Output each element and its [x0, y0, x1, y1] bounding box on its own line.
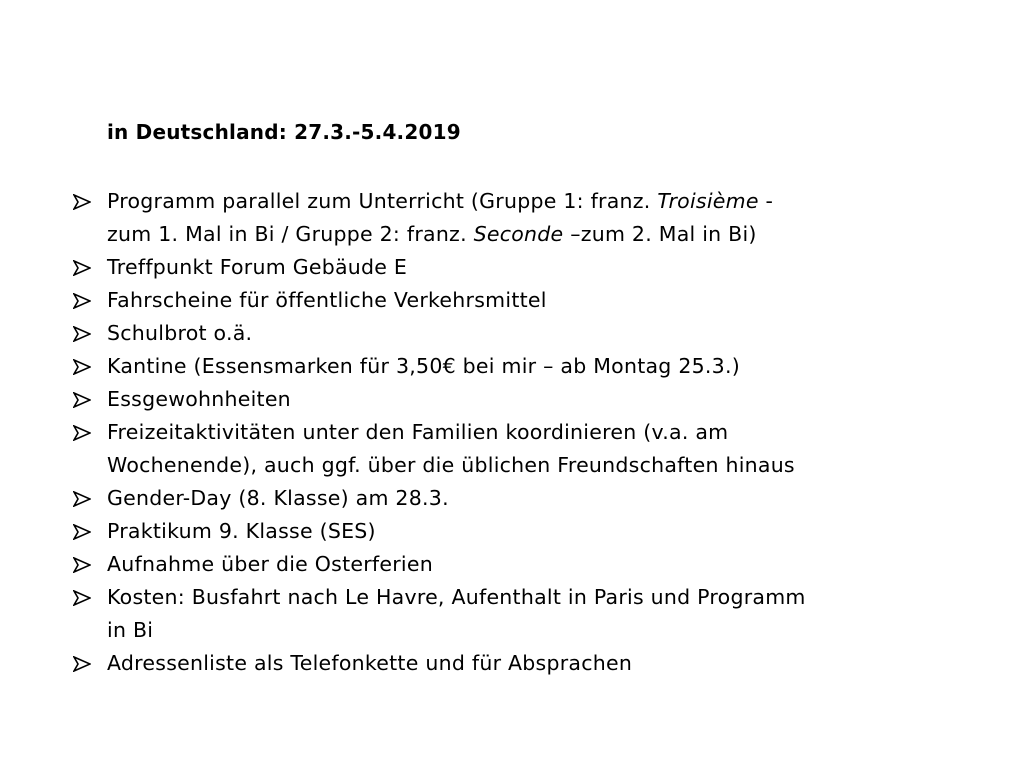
list-item-text: Kantine (Essensmarken für 3,50€ bei mir – ab Montag 25.3.)	[107, 354, 740, 378]
list-item	[72, 350, 972, 383]
arrowhead-bullet-icon	[72, 482, 94, 515]
list-item-line	[107, 185, 972, 218]
list-item-text: Kosten: Busfahrt nach Le Havre, Aufenthalt in Paris und Programm	[107, 585, 806, 609]
list-item	[72, 515, 972, 548]
list-item	[72, 416, 972, 482]
bullet-list	[72, 185, 972, 680]
list-item-text: Praktikum 9. Klasse (SES)	[107, 519, 376, 543]
list-item-emphasis: Seconde	[473, 222, 564, 246]
list-item-emphasis: Troisième	[657, 189, 759, 213]
list-item-text: –zum 2. Mal in Bi)	[563, 222, 757, 246]
list-item-text: Schulbrot o.ä.	[107, 321, 253, 345]
list-item	[72, 317, 972, 350]
arrowhead-bullet-icon	[72, 251, 94, 284]
list-item-text: zum 1. Mal in Bi / Gruppe 2: franz.	[107, 222, 474, 246]
list-item-text: Programm parallel zum Unterricht (Gruppe 1: franz.	[107, 189, 658, 213]
arrowhead-bullet-icon	[72, 647, 94, 680]
list-item-text: in Bi	[107, 618, 154, 642]
arrowhead-bullet-icon	[72, 185, 94, 218]
list-item-text: Aufnahme über die Osterferien	[107, 552, 433, 576]
arrowhead-bullet-icon	[72, 383, 94, 416]
list-item-text: Freizeitaktivitäten unter den Familien koordinieren (v.a. am	[107, 420, 729, 444]
list-item	[72, 647, 972, 680]
arrowhead-bullet-icon	[72, 317, 94, 350]
list-item	[72, 482, 972, 515]
arrowhead-bullet-icon	[72, 284, 94, 317]
arrowhead-bullet-icon	[72, 548, 94, 581]
list-item-line	[107, 218, 972, 251]
list-item-text: -	[758, 189, 774, 213]
list-item-text: Wochenende), auch ggf. über die üblichen Freundschaften hinaus	[107, 453, 795, 477]
arrowhead-bullet-icon	[72, 581, 94, 614]
list-item	[72, 185, 972, 251]
list-item-text: Adressenliste als Telefonkette und für Absprachen	[107, 651, 633, 675]
list-item	[72, 581, 972, 647]
list-item-text: Treffpunkt Forum Gebäude E	[107, 255, 408, 279]
list-item	[72, 548, 972, 581]
list-item	[72, 251, 972, 284]
arrowhead-bullet-icon	[72, 515, 94, 548]
list-item-text: Gender-Day (8. Klasse) am 28.3.	[107, 486, 449, 510]
arrowhead-bullet-icon	[72, 416, 94, 449]
list-item	[72, 284, 972, 317]
list-item-text: Fahrscheine für öffentliche Verkehrsmittel	[107, 288, 547, 312]
arrowhead-bullet-icon	[72, 350, 94, 383]
list-item-text: Essgewohnheiten	[107, 387, 291, 411]
list-item	[72, 383, 972, 416]
slide-heading: in Deutschland: 27.3.-5.4.2019	[107, 120, 461, 144]
